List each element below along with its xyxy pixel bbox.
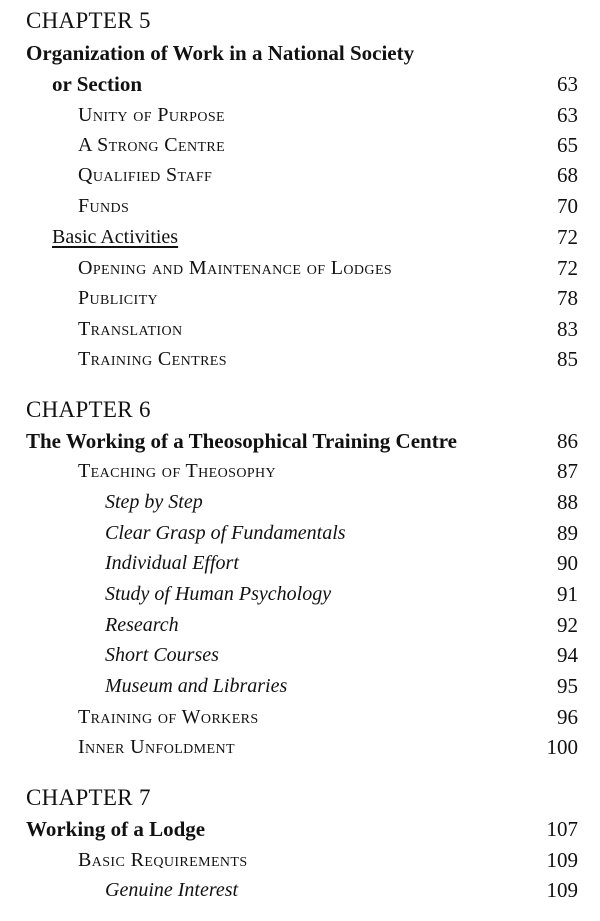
chapter-heading [0,783,600,813]
entry-label: Opening and Maintenance of Lodges [78,257,393,279]
chapter-heading [0,395,600,425]
toc-subentry [0,875,600,905]
subentry-label: Research [105,614,179,636]
subentry-label: Clear Grasp of Fundamentals [105,522,346,544]
page-number: 70 [557,194,578,218]
toc-entry [0,702,600,732]
page-number: 87 [557,459,578,483]
page-number: 63 [557,103,578,127]
page-number: 85 [557,347,578,371]
subentry-label: Short Courses [105,644,219,666]
chapter-title-line [0,814,600,844]
page-number: 107 [546,817,578,841]
toc-subentry [0,518,600,548]
chapter-title-line [0,426,600,456]
entry-label: Unity of Purpose [78,104,225,126]
chapter-title-line [0,69,600,99]
entry-label: Training of Workers [78,706,259,728]
toc-entry [0,130,600,160]
page-number: 89 [557,521,578,545]
toc-entry [0,100,600,130]
page-number: 63 [557,72,578,96]
entry-label: Qualified Staff [78,164,213,186]
chapter-label: CHAPTER 7 [26,785,151,810]
entry-label: Inner Unfoldment [78,736,235,758]
page-number: 94 [557,643,578,667]
entry-label: Funds [78,195,130,217]
toc-entry [0,160,600,190]
page-number: 83 [557,317,578,341]
toc-entry [0,732,600,762]
page-number: 78 [557,286,578,310]
toc-subentry [0,610,600,640]
section-label: Basic Activities [52,226,179,248]
toc-subentry [0,640,600,670]
toc-entry [0,253,600,283]
toc-section [0,222,600,252]
page-number: 65 [557,133,578,157]
toc-entry [0,283,600,313]
chapter-heading [0,6,600,36]
toc-subentry [0,671,600,701]
page-number: 91 [557,582,578,606]
page-number: 72 [557,225,578,249]
entry-label: Teaching of Theosophy [78,460,277,482]
chapter-label: CHAPTER 5 [26,8,151,33]
page-number: 92 [557,613,578,637]
chapter-label: CHAPTER 6 [26,397,151,422]
chapter-title: Working of a Lodge [26,817,206,841]
subentry-label: Museum and Libraries [105,675,288,697]
toc-entry [0,845,600,875]
toc-subentry [0,487,600,517]
page-number: 100 [546,735,578,759]
entry-label: Training Centres [78,348,227,370]
entry-label: A Strong Centre [78,134,226,156]
page-number: 109 [546,848,578,872]
page-number: 95 [557,674,578,698]
subentry-label: Individual Effort [105,552,239,574]
toc-entry [0,314,600,344]
entry-label: Translation [78,318,183,340]
toc-subentry [0,579,600,609]
subentry-label: Step by Step [105,491,203,513]
entry-label: Publicity [78,287,159,309]
entry-label: Basic Requirements [78,849,248,871]
chapter-title-continued: or Section [52,72,143,96]
page-number: 96 [557,705,578,729]
page-number: 86 [557,429,578,453]
page-number: 88 [557,490,578,514]
toc-entry [0,456,600,486]
subentry-label: Genuine Interest [105,879,239,901]
toc-entry [0,191,600,221]
subentry-label: Study of Human Psychology [105,583,332,605]
page-number: 109 [546,878,578,902]
toc-entry [0,344,600,374]
chapter-title-line [0,38,600,68]
page-number: 68 [557,163,578,187]
page-number: 72 [557,256,578,280]
page-number: 90 [557,551,578,575]
chapter-title: Organization of Work in a National Society [26,41,415,65]
toc-subentry [0,548,600,578]
chapter-title: The Working of a Theosophical Training Centre [26,429,457,453]
